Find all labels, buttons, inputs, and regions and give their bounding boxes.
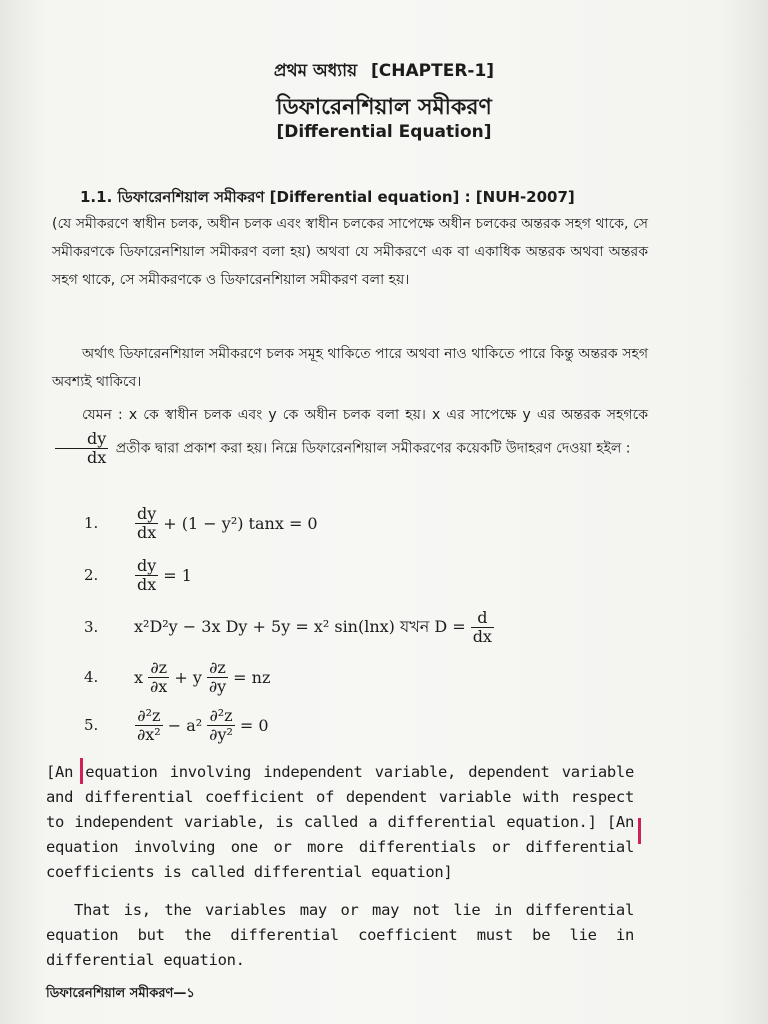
fraction-denominator: dx [87,448,107,467]
paragraph-note-bn: অর্থাৎ ডিফারেনশিয়াল সমীকরণে চলক সমূহ থাকিতে পারে অথবা নাও থাকিতে পারে কিন্তু অন্তরক সহগ অবশ্যই থাকিবে। [52,346,648,390]
chapter-title-bn: ডিফারেনশিয়াল সমীকরণ [276,95,492,120]
fraction-numerator: dy [55,430,108,449]
chapter-label-en: [CHAPTER-1] [371,61,495,81]
equation-term: = 1 [163,565,192,585]
equation-fraction [148,659,169,696]
equation-number: 3. [84,618,99,636]
equation-number: 4. [84,668,99,686]
equation-5 [84,702,644,748]
equation-term: + (1 − y²) tanx = 0 [163,513,318,533]
english-explanation: That is, the variables may or may not lie in differential equation but the differential coefficient must be lie in differential equation. [46,901,634,969]
equation-1 [84,500,644,546]
fraction-numerator: ∂z [207,659,228,678]
equation-fraction [135,557,158,594]
example-intro-part-b: প্রতীক দ্বারা প্রকাশ করা হয়। নিম্নে ডিফারেনশিয়াল সমীকরণের কয়েকটি উদাহরণ দেওয়া হইল : [115,440,631,457]
chapter-label [0,58,768,86]
equation-term: − a² [167,715,203,735]
fraction-denominator: dx [472,626,492,646]
equation-fraction [135,707,163,744]
pen-bracket-mark-right [638,818,641,844]
equation-fraction [207,659,228,696]
fraction-numerator: ∂z [148,659,169,678]
fraction-denominator: dx [137,522,157,542]
paragraph-example-intro-bn [52,400,648,467]
equation-term: = 0 [239,715,269,735]
example-intro-part-a: যেমন : x কে স্বাধীন চলক এবং y কে অধীন চলক বলা হয়। x এর সাপেক্ষে y এর অন্তরক সহগকে [82,407,648,423]
equation-2 [84,552,644,598]
page-footer: ডিফারেনশিয়াল সমীকরণ—১ [46,986,195,1001]
equation-4 [84,654,644,700]
english-definition: [An equation involving independent variable, dependent variable and differential coefficient of dependent variable with respect to independent variable, is called a differential equation.] [An equation involving one or more differentials or differential coefficients is called differential equation] [46,763,634,881]
fraction-numerator: ∂²z [135,707,163,726]
equation-number: 2. [84,566,99,584]
equation-term: x [134,667,144,687]
dy-dx-fraction [55,430,108,467]
fraction-numerator: dy [137,503,157,523]
equation-fraction [135,505,158,542]
equation-3 [84,604,644,650]
equation-number: 1. [84,514,99,532]
equation-fraction [471,609,494,646]
chapter-title-en: [Differential Equation] [276,122,492,142]
fraction-numerator: d [471,609,494,628]
paragraph-definition-bn: (যে সমীকরণে স্বাধীন চলক, অধীন চলক এবং স্বাধীন চলকের সাপেক্ষে অধীন চলকের অন্তরক সহগ থাকে, সে সমীকরণকে ডিফারেনশিয়াল সমীকরণ বলা হয়) অথবা যে সমীকরণে এক বা একাধিক অন্তরক অথবা অন্তরক সহগ থাকে, সে সমীকরণকে ও ডিফারেনশিয়াল সমীকরণ বলা হয়। [52,216,648,288]
equation-fraction [207,707,235,744]
chapter-label-bn: প্রথম অধ্যায় [273,61,358,81]
equation-number: 5. [84,716,99,734]
fraction-numerator: ∂²z [207,707,235,726]
fraction-denominator: dx [137,574,157,594]
equation-term: x²D²y − 3x Dy + 5y = x² sin(lnx) যখন D = [134,616,466,636]
equation-term: + y [174,667,202,687]
fraction-denominator: ∂y [208,676,227,696]
fraction-numerator: dy [137,555,157,575]
section-heading: 1.1. ডিফারেনশিয়াল সমীকরণ [Differential equation] : [NUH-2007] [80,188,575,206]
fraction-denominator: ∂y² [209,724,233,744]
fraction-denominator: ∂x [150,676,168,696]
fraction-denominator: ∂x² [137,724,161,744]
equation-term: = nz [233,667,271,687]
